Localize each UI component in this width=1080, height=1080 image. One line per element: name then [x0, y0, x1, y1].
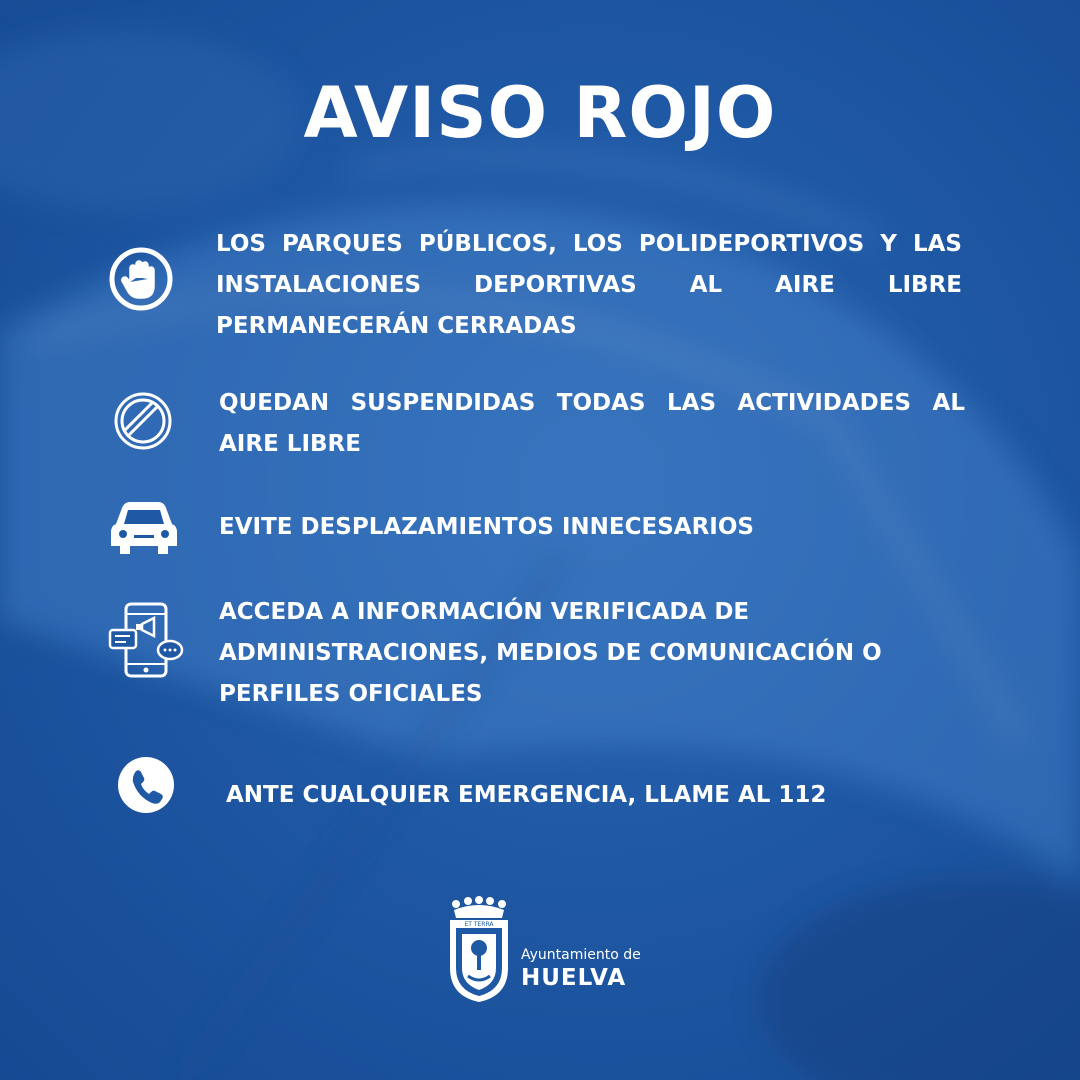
huelva-coat-of-arms-logo	[446, 896, 512, 1004]
item-text: EVITE DESPLAZAMIENTOS INNECESARIOS	[219, 514, 754, 540]
phone-media-icon	[108, 600, 186, 680]
stop-hand-icon	[108, 246, 174, 312]
logo-wordmark	[521, 946, 641, 992]
phone-icon	[117, 756, 175, 814]
page-title: AVISO ROJO	[303, 72, 777, 154]
car-icon	[110, 500, 178, 556]
shield-motto: ET TERRA	[464, 921, 494, 928]
logo-line-1: Ayuntamiento de	[521, 947, 641, 963]
prohibited-icon	[112, 390, 174, 452]
item-text: ACCEDA A INFORMACIÓN VERIFICADA DE ADMINISTRACIONES, MEDIOS DE COMUNICACIÓN O PERFILES OFICIALES	[219, 599, 882, 707]
item-text: LOS PARQUES PÚBLICOS, LOS POLIDEPORTIVOS Y LAS INSTALACIONES DEPORTIVAS AL AIRE LIBRE PERMANECERÁN CERRADAS	[216, 231, 962, 339]
item-text: ANTE CUALQUIER EMERGENCIA, LLAME AL 112	[226, 782, 827, 808]
item-text: QUEDAN SUSPENDIDAS TODAS LAS ACTIVIDADES AL AIRE LIBRE	[219, 390, 965, 457]
logo-line-2: HUELVA	[521, 965, 627, 991]
